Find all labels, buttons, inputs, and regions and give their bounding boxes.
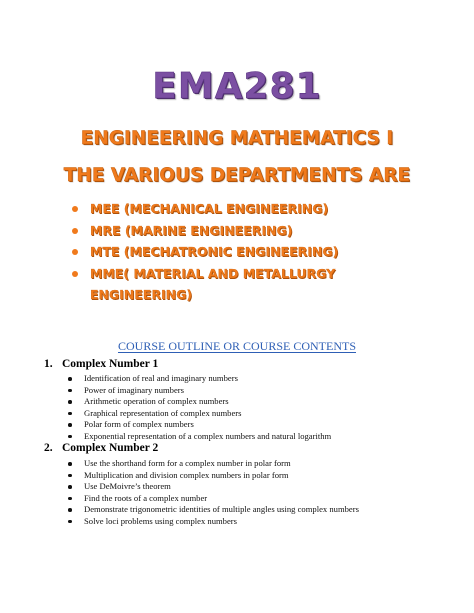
topic-item (66, 396, 446, 408)
topic-text: Identification of real and imaginary numbers (84, 373, 238, 383)
topic-item (66, 408, 446, 420)
section-title-text: Complex Number 2 (62, 442, 159, 454)
bullet-icon (68, 423, 72, 427)
topic-item (66, 493, 446, 505)
bullet-icon (68, 485, 72, 489)
topic-text: Use DeMoivre’s theorem (84, 481, 171, 492)
topic-text: Power of imaginary numbers (84, 384, 184, 395)
bullet-icon (68, 435, 72, 439)
department-item (72, 241, 402, 263)
topic-text: Find the roots of a complex number (84, 492, 208, 503)
topic-text: Exponential representation of a complex numbers and natural logarithm (84, 430, 332, 441)
topic-text: Graphical representation of complex numbers (84, 407, 242, 418)
topic-item (66, 481, 446, 493)
topic-item (66, 373, 446, 385)
bullet-icon (68, 377, 72, 381)
section-topic-list (66, 458, 446, 528)
bullet-icon (68, 400, 72, 404)
topic-text: Polar form of complex numbers (84, 419, 194, 430)
bullet-icon (72, 206, 78, 212)
topic-text: Multiplication and division complex numbers in polar form (84, 469, 289, 480)
bullet-icon (72, 249, 78, 255)
department-item (72, 263, 402, 306)
topic-item (66, 516, 446, 528)
topic-text: Use the shorthand form for a complex number in polar form (84, 458, 291, 468)
bullet-icon (68, 389, 72, 393)
bullet-icon (72, 228, 78, 234)
departments-list (72, 198, 402, 306)
topic-item (66, 458, 446, 470)
department-label: MME( MATERIAL AND METALLURGY ENGINEERING) (90, 265, 336, 302)
topic-item (66, 504, 446, 516)
section-title-text: Complex Number 1 (62, 358, 159, 370)
bullet-icon (68, 474, 72, 478)
topic-text: Solve loci problems using complex numbers (84, 515, 237, 526)
bullet-icon (68, 462, 72, 466)
course-code-title: EMA281 (152, 66, 322, 107)
section-topic-list (66, 373, 446, 443)
bullet-icon (68, 520, 72, 524)
section-number: 2. (44, 442, 53, 454)
bullet-icon (68, 497, 72, 501)
department-label: MEE (MECHANICAL ENGINEERING) (90, 201, 329, 216)
department-label: MTE (MECHATRONIC ENGINEERING) (90, 244, 339, 259)
topic-item (66, 419, 446, 431)
course-name-heading: ENGINEERING MATHEMATICS I (80, 128, 394, 149)
section-number: 1. (44, 358, 53, 370)
section-title (44, 358, 158, 370)
bullet-icon (72, 271, 78, 277)
departments-heading: THE VARIOUS DEPARTMENTS ARE (63, 165, 411, 186)
bullet-icon (68, 412, 72, 416)
department-label: MRE (MARINE ENGINEERING) (90, 222, 293, 238)
topic-item (66, 431, 446, 443)
topic-text: Demonstrate trigonometric identities of multiple angles using complex numbers (84, 504, 359, 515)
topic-item (66, 385, 446, 397)
department-item (72, 220, 402, 242)
bullet-icon (68, 508, 72, 512)
department-item (72, 198, 402, 220)
topic-item (66, 470, 446, 482)
topic-text: Arithmetic operation of complex numbers (84, 396, 229, 407)
course-outline-heading (0, 337, 474, 355)
section-title (44, 442, 158, 454)
course-outline-heading-text: COURSE OUTLINE OR COURSE CONTENTS (117, 339, 356, 353)
